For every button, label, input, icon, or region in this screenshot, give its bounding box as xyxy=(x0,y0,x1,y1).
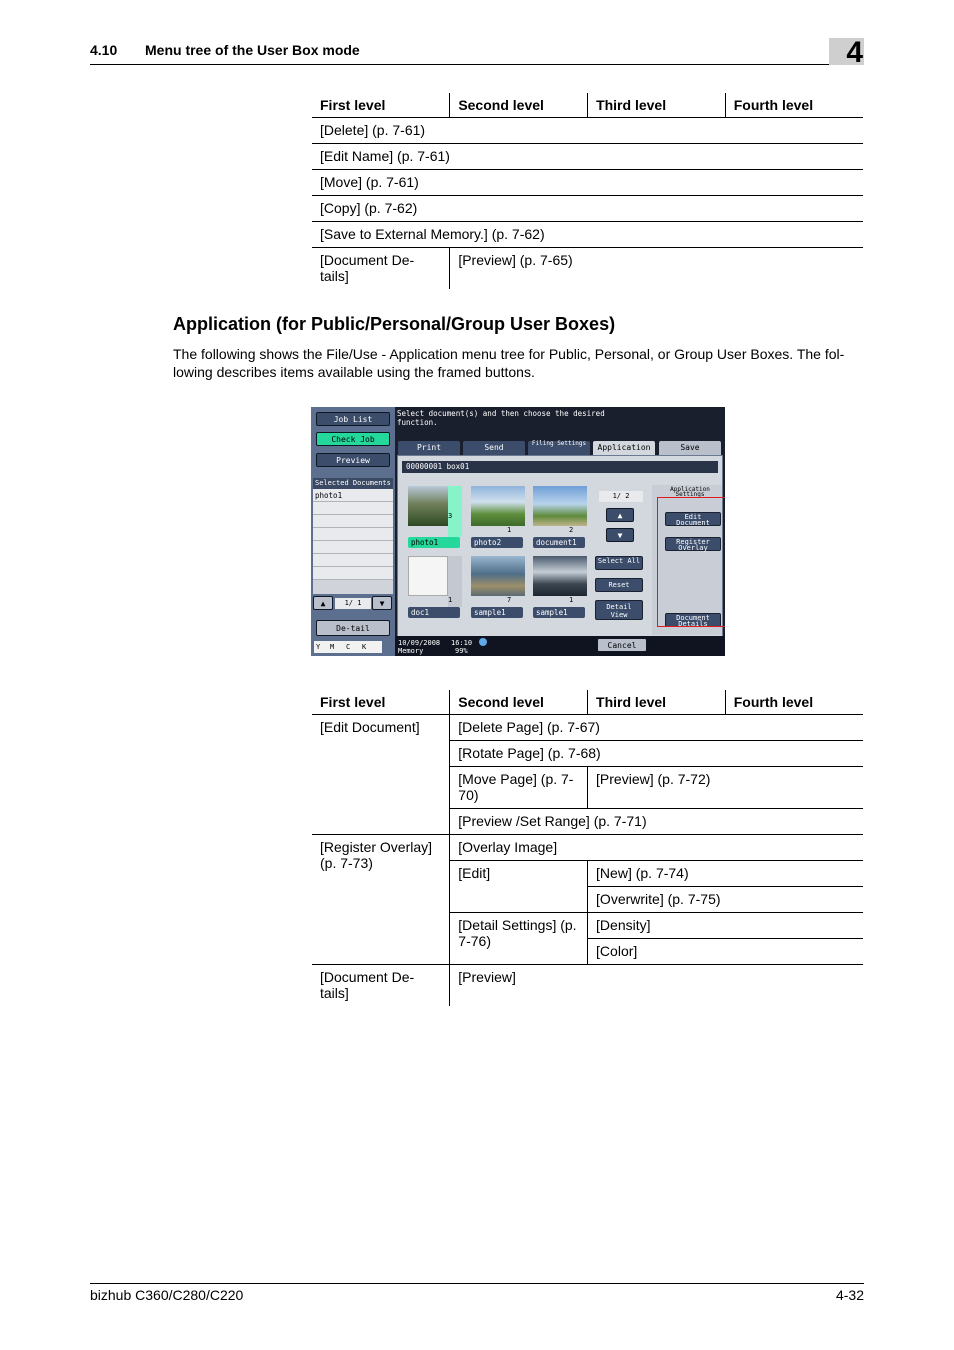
cell-save-external: [Save to External Memory.] (p. 7-62) xyxy=(312,222,863,248)
arrow-down-icon: ▼ xyxy=(617,531,623,540)
thumbnail-photo2[interactable] xyxy=(471,486,525,550)
time-label: 16:10 xyxy=(451,639,473,647)
page-count: 1 xyxy=(569,596,574,604)
thumbnail-label: sample1 xyxy=(471,607,523,618)
thumbnail-image xyxy=(408,556,448,596)
job-list-button[interactable]: Job List xyxy=(316,412,390,426)
table-row xyxy=(312,144,863,170)
footer-rule xyxy=(90,1283,864,1284)
section-number: 4.10 xyxy=(90,42,118,58)
thumbnail-label: photo1 xyxy=(408,537,460,548)
cell-delete: [Delete] (p. 7-61) xyxy=(312,118,863,144)
detail-button[interactable]: De-tail xyxy=(316,620,390,636)
application-settings-label: Application Settings xyxy=(670,486,710,498)
page-count: 1 xyxy=(507,526,512,534)
table-row xyxy=(312,118,863,144)
page-counter-left: 1/ 1 xyxy=(335,598,371,609)
arrow-up-icon: ▲ xyxy=(617,511,623,520)
cell-copy: [Copy] (p. 7-62) xyxy=(312,196,863,222)
thumbnail-label: sample1 xyxy=(533,607,585,618)
selected-documents-header: Selected Documents xyxy=(313,478,393,489)
edit-document-button[interactable]: Edit Document xyxy=(665,512,721,526)
register-overlay-button[interactable]: Register Overlay xyxy=(665,537,721,551)
toner-m: M xyxy=(330,643,335,651)
thumbnail-doc1[interactable] xyxy=(408,556,462,620)
application-panel xyxy=(397,455,723,651)
header-second-level: Second level xyxy=(450,690,588,715)
header-rule xyxy=(90,64,864,65)
section-paragraph: The following shows the File/Use - Application menu tree for Public, Personal, or Group User Boxes. The fol-lowing describes items available using the framed buttons. xyxy=(173,346,845,380)
cell-density: [Density] xyxy=(588,913,863,939)
thumbnail-image xyxy=(471,486,525,526)
section-heading: Application (for Public/Personal/Group User Boxes) xyxy=(173,314,616,334)
cell-edit: [Edit] xyxy=(450,861,588,913)
toner-y: Y xyxy=(316,643,321,651)
cell-preview: [Preview] (p. 7-65) xyxy=(450,248,863,290)
cell-overwrite: [Overwrite] (p. 7-75) xyxy=(588,887,863,913)
tab-filing-settings[interactable]: Filing Settings xyxy=(528,441,590,455)
cell-rotate-page: [Rotate Page] (p. 7-68) xyxy=(450,741,863,767)
highlight-frame xyxy=(657,497,725,627)
tab-send[interactable]: Send xyxy=(463,441,525,455)
scroll-down-button[interactable] xyxy=(372,596,392,610)
table-row xyxy=(312,835,863,861)
tab-application[interactable]: Application xyxy=(593,441,655,456)
document-details-button[interactable]: Document Details xyxy=(665,613,721,627)
box-bar: 00000001 box01 xyxy=(402,461,718,473)
header-fourth-level: Fourth level xyxy=(725,93,863,118)
toner-k: K xyxy=(362,643,367,651)
toner-indicator xyxy=(314,641,382,653)
menu-tree-table-1 xyxy=(312,93,863,289)
list-item xyxy=(313,515,393,528)
menu-tree-table-2 xyxy=(312,690,863,1006)
header-third-level: Third level xyxy=(588,690,726,715)
table-header-row xyxy=(312,93,863,118)
network-icon xyxy=(479,638,487,646)
table-row xyxy=(312,965,863,1007)
header-first-level: First level xyxy=(312,93,450,118)
cell-edit-document: [Edit Document] xyxy=(312,715,450,835)
page-count: 2 xyxy=(569,526,574,534)
table-row xyxy=(312,715,863,741)
memory-label: Memory xyxy=(398,647,424,655)
page-down-button[interactable] xyxy=(606,528,634,542)
page-count: 3 xyxy=(448,512,453,520)
cell-move-page: [Move Page] (p. 7-70) xyxy=(450,767,588,809)
cell-register-overlay: [Register Overlay] (p. 7-73) xyxy=(312,835,450,965)
list-item xyxy=(313,567,393,580)
memory-value: 99% xyxy=(455,647,468,655)
select-all-button[interactable]: Select All xyxy=(595,556,643,570)
thumbnail-label: doc1 xyxy=(408,607,460,618)
cell-detail-settings: [Detail Settings] (p. 7-76) xyxy=(450,913,588,965)
thumbnail-image xyxy=(471,556,525,596)
reset-button[interactable]: Reset xyxy=(595,578,643,592)
arrow-down-icon: ▼ xyxy=(379,599,385,608)
cell-edit-name: [Edit Name] (p. 7-61) xyxy=(312,144,863,170)
thumbnail-sample1-a[interactable] xyxy=(471,556,525,620)
page-count: 1 xyxy=(448,596,453,604)
list-item xyxy=(313,502,393,515)
list-item xyxy=(313,528,393,541)
function-tabs xyxy=(395,441,725,455)
cell-new: [New] (p. 7-74) xyxy=(588,861,863,887)
page-counter: 1/ 2 xyxy=(599,491,643,502)
chapter-tab xyxy=(829,36,864,69)
footer-page-number: 4-32 xyxy=(835,1287,864,1303)
cell-delete-page: [Delete Page] (p. 7-67) xyxy=(450,715,863,741)
save-document-button[interactable]: Save xyxy=(659,441,721,455)
cell-preview-set-range: [Preview /Set Range] (p. 7-71) xyxy=(450,809,863,835)
status-bar xyxy=(395,636,725,656)
section-title: Menu tree of the User Box mode xyxy=(145,42,360,58)
thumbnail-photo1[interactable] xyxy=(408,486,462,550)
header-fourth-level: Fourth level xyxy=(725,690,863,715)
list-item[interactable]: photo1 xyxy=(313,489,393,502)
footer-model: bizhub C360/C280/C220 xyxy=(90,1287,244,1303)
thumbnail-document1[interactable] xyxy=(533,486,587,550)
table-row xyxy=(312,248,863,290)
thumbnail-image xyxy=(408,486,448,526)
cancel-button[interactable]: Cancel xyxy=(597,638,647,652)
cell-color: [Color] xyxy=(588,939,863,965)
thumbnail-label: document1 xyxy=(533,537,585,548)
selected-documents-list xyxy=(313,478,393,594)
instruction-message: Select document(s) and then choose the desired function. xyxy=(397,409,605,427)
list-item xyxy=(313,554,393,567)
header-third-level: Third level xyxy=(588,93,726,118)
control-panel-screenshot xyxy=(311,407,725,656)
thumbnail-image xyxy=(533,556,587,596)
cell-document-details: [Document De-tails] xyxy=(320,969,415,1001)
tab-print[interactable]: Print xyxy=(398,441,460,455)
thumbnail-image xyxy=(533,486,587,526)
thumbnail-label: photo2 xyxy=(471,537,523,548)
list-item xyxy=(313,541,393,554)
header-second-level: Second level xyxy=(450,93,588,118)
left-panel xyxy=(311,407,395,656)
table-row xyxy=(312,170,863,196)
table-header-row xyxy=(312,690,863,715)
table-row xyxy=(312,222,863,248)
page-up-button[interactable] xyxy=(606,508,634,522)
detail-view-button[interactable]: Detail View xyxy=(595,600,643,620)
running-header xyxy=(90,42,360,58)
scroll-up-button[interactable] xyxy=(313,596,333,610)
page-count: 7 xyxy=(507,596,512,604)
header-first-level: First level xyxy=(312,690,450,715)
arrow-up-icon: ▲ xyxy=(320,599,326,608)
preview-button[interactable]: Preview xyxy=(316,453,390,467)
toner-c: C xyxy=(346,643,351,651)
table-row xyxy=(312,196,863,222)
date-label: 10/09/2008 xyxy=(398,639,441,647)
thumbnail-sample1-b[interactable] xyxy=(533,556,587,620)
cell-document-details: [Document De-tails] xyxy=(320,252,415,284)
cell-preview: [Preview] xyxy=(450,965,863,1007)
cell-overlay-image: [Overlay Image] xyxy=(450,835,863,861)
chapter-number: 4 xyxy=(846,36,863,69)
cell-move-preview: [Preview] (p. 7-72) xyxy=(588,767,863,809)
check-job-button[interactable]: Check Job xyxy=(316,432,390,446)
cell-move: [Move] (p. 7-61) xyxy=(312,170,863,196)
